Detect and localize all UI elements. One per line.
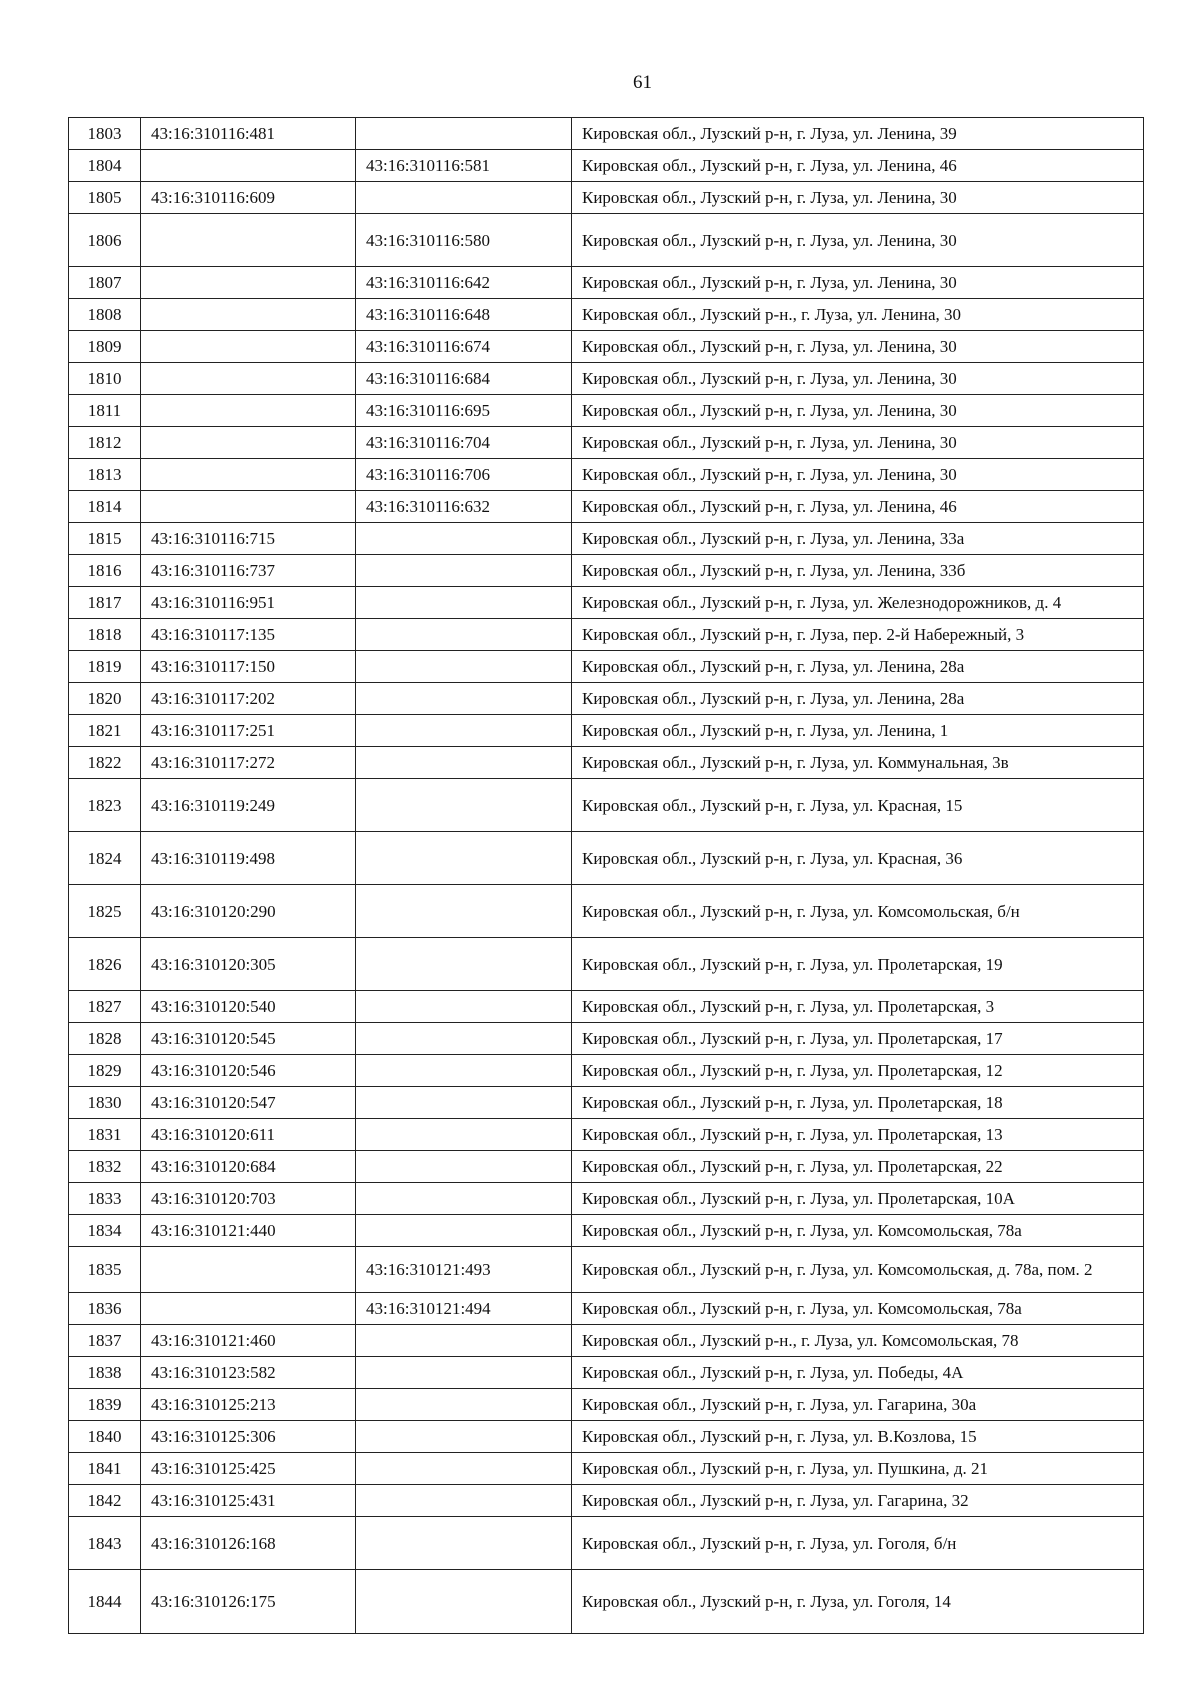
cell-num: 1814 bbox=[69, 491, 141, 523]
cell-cadastral-b bbox=[356, 779, 572, 832]
table-row bbox=[69, 267, 1144, 299]
cell-cadastral-a: 43:16:310120:703 bbox=[141, 1183, 356, 1215]
cell-num: 1835 bbox=[69, 1247, 141, 1293]
cell-cadastral-a: 43:16:310123:582 bbox=[141, 1357, 356, 1389]
table-row bbox=[69, 683, 1144, 715]
cell-cadastral-a: 43:16:310116:715 bbox=[141, 523, 356, 555]
cell-num: 1807 bbox=[69, 267, 141, 299]
cell-cadastral-b: 43:16:310116:684 bbox=[356, 363, 572, 395]
cell-address: Кировская обл., Лузский р-н, г. Луза, ул. В.Козлова, 15 bbox=[572, 1421, 1144, 1453]
table-row bbox=[69, 299, 1144, 331]
table-row bbox=[69, 1087, 1144, 1119]
cell-cadastral-b bbox=[356, 747, 572, 779]
cell-num: 1819 bbox=[69, 651, 141, 683]
cell-cadastral-b: 43:16:310121:493 bbox=[356, 1247, 572, 1293]
cell-num: 1826 bbox=[69, 938, 141, 991]
cell-num: 1838 bbox=[69, 1357, 141, 1389]
cell-cadastral-b bbox=[356, 1119, 572, 1151]
table-row bbox=[69, 150, 1144, 182]
cell-address: Кировская обл., Лузский р-н, г. Луза, ул. Пролетарская, 17 bbox=[572, 1023, 1144, 1055]
cell-cadastral-a bbox=[141, 363, 356, 395]
cell-cadastral-a: 43:16:310120:684 bbox=[141, 1151, 356, 1183]
table-row bbox=[69, 459, 1144, 491]
cell-cadastral-a: 43:16:310120:546 bbox=[141, 1055, 356, 1087]
cell-num: 1806 bbox=[69, 214, 141, 267]
cell-address: Кировская обл., Лузский р-н, г. Луза, ул. Пролетарская, 18 bbox=[572, 1087, 1144, 1119]
cell-num: 1805 bbox=[69, 182, 141, 214]
cell-num: 1824 bbox=[69, 832, 141, 885]
table-row bbox=[69, 331, 1144, 363]
cell-address: Кировская обл., Лузский р-н, г. Луза, ул. Ленина, 30 bbox=[572, 363, 1144, 395]
table-row bbox=[69, 715, 1144, 747]
cell-cadastral-b bbox=[356, 683, 572, 715]
cell-cadastral-a: 43:16:310120:305 bbox=[141, 938, 356, 991]
table-row bbox=[69, 1151, 1144, 1183]
cell-address: Кировская обл., Лузский р-н, г. Луза, ул. Ленина, 33а bbox=[572, 523, 1144, 555]
cell-num: 1830 bbox=[69, 1087, 141, 1119]
table-row bbox=[69, 1357, 1144, 1389]
cell-cadastral-b bbox=[356, 619, 572, 651]
cell-address: Кировская обл., Лузский р-н, г. Луза, ул. Ленина, 46 bbox=[572, 491, 1144, 523]
cell-num: 1833 bbox=[69, 1183, 141, 1215]
cell-num: 1827 bbox=[69, 991, 141, 1023]
cell-cadastral-a: 43:16:310120:290 bbox=[141, 885, 356, 938]
table-row bbox=[69, 938, 1144, 991]
cell-num: 1818 bbox=[69, 619, 141, 651]
cell-num: 1803 bbox=[69, 118, 141, 150]
cell-cadastral-b bbox=[356, 1183, 572, 1215]
table-row bbox=[69, 1517, 1144, 1570]
cell-cadastral-a: 43:16:310120:611 bbox=[141, 1119, 356, 1151]
cell-cadastral-b: 43:16:310116:674 bbox=[356, 331, 572, 363]
cell-address: Кировская обл., Лузский р-н, г. Луза, ул. Комсомольская, 78а bbox=[572, 1293, 1144, 1325]
cell-address: Кировская обл., Лузский р-н, г. Луза, ул. Пролетарская, 19 bbox=[572, 938, 1144, 991]
cell-address: Кировская обл., Лузский р-н., г. Луза, ул. Комсомольская, 78 bbox=[572, 1325, 1144, 1357]
table-row bbox=[69, 1325, 1144, 1357]
cell-num: 1837 bbox=[69, 1325, 141, 1357]
cell-address: Кировская обл., Лузский р-н, г. Луза, ул. Коммунальная, 3в bbox=[572, 747, 1144, 779]
cell-cadastral-b bbox=[356, 1453, 572, 1485]
cell-address: Кировская обл., Лузский р-н, г. Луза, ул. Ленина, 46 bbox=[572, 150, 1144, 182]
cell-cadastral-a bbox=[141, 1247, 356, 1293]
cell-cadastral-a bbox=[141, 491, 356, 523]
cell-cadastral-a: 43:16:310116:609 bbox=[141, 182, 356, 214]
cell-address: Кировская обл., Лузский р-н, г. Луза, ул. Комсомольская, б/н bbox=[572, 885, 1144, 938]
cell-num: 1842 bbox=[69, 1485, 141, 1517]
cell-cadastral-a: 43:16:310120:545 bbox=[141, 1023, 356, 1055]
cell-cadastral-b bbox=[356, 1421, 572, 1453]
cell-cadastral-b bbox=[356, 1055, 572, 1087]
cell-cadastral-a: 43:16:310125:306 bbox=[141, 1421, 356, 1453]
cell-cadastral-b bbox=[356, 1485, 572, 1517]
table-row bbox=[69, 1421, 1144, 1453]
cell-cadastral-b: 43:16:310121:494 bbox=[356, 1293, 572, 1325]
cell-num: 1829 bbox=[69, 1055, 141, 1087]
cell-cadastral-b bbox=[356, 1023, 572, 1055]
cell-cadastral-b bbox=[356, 1325, 572, 1357]
table-row bbox=[69, 523, 1144, 555]
table-row bbox=[69, 427, 1144, 459]
cell-cadastral-a bbox=[141, 267, 356, 299]
cell-address: Кировская обл., Лузский р-н, г. Луза, ул. Ленина, 30 bbox=[572, 395, 1144, 427]
table-row bbox=[69, 1183, 1144, 1215]
table-row bbox=[69, 1247, 1144, 1293]
table-row bbox=[69, 1485, 1144, 1517]
cell-cadastral-a bbox=[141, 395, 356, 427]
cell-cadastral-a: 43:16:310119:249 bbox=[141, 779, 356, 832]
registry-table bbox=[68, 117, 1144, 1634]
cell-num: 1823 bbox=[69, 779, 141, 832]
cell-num: 1816 bbox=[69, 555, 141, 587]
cell-num: 1811 bbox=[69, 395, 141, 427]
cell-cadastral-b bbox=[356, 1389, 572, 1421]
cell-num: 1813 bbox=[69, 459, 141, 491]
cell-address: Кировская обл., Лузский р-н, г. Луза, ул. Ленина, 33б bbox=[572, 555, 1144, 587]
table-row bbox=[69, 587, 1144, 619]
cell-cadastral-a: 43:16:310116:737 bbox=[141, 555, 356, 587]
cell-cadastral-b bbox=[356, 885, 572, 938]
cell-cadastral-b: 43:16:310116:580 bbox=[356, 214, 572, 267]
cell-num: 1834 bbox=[69, 1215, 141, 1247]
cell-address: Кировская обл., Лузский р-н, г. Луза, ул. Пролетарская, 13 bbox=[572, 1119, 1144, 1151]
cell-cadastral-b bbox=[356, 118, 572, 150]
cell-cadastral-b bbox=[356, 1151, 572, 1183]
cell-address: Кировская обл., Лузский р-н, г. Луза, ул. Ленина, 30 bbox=[572, 459, 1144, 491]
cell-cadastral-a: 43:16:310121:460 bbox=[141, 1325, 356, 1357]
cell-num: 1812 bbox=[69, 427, 141, 459]
cell-address: Кировская обл., Лузский р-н, г. Луза, ул. Гагарина, 30а bbox=[572, 1389, 1144, 1421]
table-row bbox=[69, 182, 1144, 214]
cell-cadastral-b bbox=[356, 1517, 572, 1570]
table-row bbox=[69, 491, 1144, 523]
cell-address: Кировская обл., Лузский р-н, г. Луза, ул. Пролетарская, 12 bbox=[572, 1055, 1144, 1087]
cell-cadastral-b bbox=[356, 523, 572, 555]
cell-address: Кировская обл., Лузский р-н, г. Луза, ул. Ленина, 28а bbox=[572, 651, 1144, 683]
cell-cadastral-a: 43:16:310116:951 bbox=[141, 587, 356, 619]
cell-cadastral-a bbox=[141, 427, 356, 459]
table-row bbox=[69, 1055, 1144, 1087]
cell-cadastral-a: 43:16:310120:540 bbox=[141, 991, 356, 1023]
cell-cadastral-a: 43:16:310117:202 bbox=[141, 683, 356, 715]
table-row bbox=[69, 1023, 1144, 1055]
cell-cadastral-b bbox=[356, 555, 572, 587]
cell-cadastral-b: 43:16:310116:648 bbox=[356, 299, 572, 331]
table-row bbox=[69, 1293, 1144, 1325]
cell-address: Кировская обл., Лузский р-н., г. Луза, ул. Ленина, 30 bbox=[572, 299, 1144, 331]
cell-address: Кировская обл., Лузский р-н, г. Луза, ул. Гагарина, 32 bbox=[572, 1485, 1144, 1517]
cell-num: 1832 bbox=[69, 1151, 141, 1183]
cell-address: Кировская обл., Лузский р-н, г. Луза, ул. Ленина, 30 bbox=[572, 214, 1144, 267]
cell-address: Кировская обл., Лузский р-н, г. Луза, ул. Ленина, 30 bbox=[572, 267, 1144, 299]
cell-num: 1817 bbox=[69, 587, 141, 619]
table-row bbox=[69, 1453, 1144, 1485]
table-row bbox=[69, 1119, 1144, 1151]
cell-cadastral-a: 43:16:310117:150 bbox=[141, 651, 356, 683]
cell-address: Кировская обл., Лузский р-н, г. Луза, ул. Пролетарская, 22 bbox=[572, 1151, 1144, 1183]
cell-address: Кировская обл., Лузский р-н, г. Луза, ул. Ленина, 30 bbox=[572, 427, 1144, 459]
table-row bbox=[69, 395, 1144, 427]
cell-cadastral-b: 43:16:310116:632 bbox=[356, 491, 572, 523]
cell-num: 1840 bbox=[69, 1421, 141, 1453]
table-row bbox=[69, 832, 1144, 885]
cell-cadastral-b: 43:16:310116:706 bbox=[356, 459, 572, 491]
cell-cadastral-b: 43:16:310116:642 bbox=[356, 267, 572, 299]
cell-num: 1821 bbox=[69, 715, 141, 747]
cell-cadastral-a: 43:16:310117:135 bbox=[141, 619, 356, 651]
cell-num: 1810 bbox=[69, 363, 141, 395]
cell-cadastral-a bbox=[141, 150, 356, 182]
table-row bbox=[69, 363, 1144, 395]
cell-cadastral-a: 43:16:310119:498 bbox=[141, 832, 356, 885]
cell-address: Кировская обл., Лузский р-н, г. Луза, ул. Ленина, 28а bbox=[572, 683, 1144, 715]
cell-address: Кировская обл., Лузский р-н, г. Луза, ул. Ленина, 1 bbox=[572, 715, 1144, 747]
cell-cadastral-a: 43:16:310126:175 bbox=[141, 1570, 356, 1634]
cell-num: 1825 bbox=[69, 885, 141, 938]
cell-cadastral-a: 43:16:310117:251 bbox=[141, 715, 356, 747]
cell-num: 1836 bbox=[69, 1293, 141, 1325]
table-row bbox=[69, 885, 1144, 938]
cell-cadastral-a: 43:16:310121:440 bbox=[141, 1215, 356, 1247]
cell-address: Кировская обл., Лузский р-н, г. Луза, ул. Комсомольская, 78а bbox=[572, 1215, 1144, 1247]
cell-address: Кировская обл., Лузский р-н, г. Луза, ул. Пролетарская, 3 bbox=[572, 991, 1144, 1023]
table-row bbox=[69, 779, 1144, 832]
cell-num: 1844 bbox=[69, 1570, 141, 1634]
table-row bbox=[69, 214, 1144, 267]
cell-num: 1831 bbox=[69, 1119, 141, 1151]
cell-cadastral-b bbox=[356, 651, 572, 683]
cell-cadastral-b bbox=[356, 715, 572, 747]
cell-cadastral-b bbox=[356, 938, 572, 991]
cell-address: Кировская обл., Лузский р-н, г. Луза, ул. Гоголя, 14 bbox=[572, 1570, 1144, 1634]
cell-num: 1839 bbox=[69, 1389, 141, 1421]
cell-cadastral-b bbox=[356, 832, 572, 885]
cell-address: Кировская обл., Лузский р-н, г. Луза, ул. Комсомольская, д. 78а, пом. 2 bbox=[572, 1247, 1144, 1293]
cell-address: Кировская обл., Лузский р-н, г. Луза, ул. Ленина, 39 bbox=[572, 118, 1144, 150]
cell-address: Кировская обл., Лузский р-н, г. Луза, ул. Железнодорожников, д. 4 bbox=[572, 587, 1144, 619]
cell-cadastral-b: 43:16:310116:704 bbox=[356, 427, 572, 459]
cell-cadastral-b: 43:16:310116:695 bbox=[356, 395, 572, 427]
cell-cadastral-a bbox=[141, 1293, 356, 1325]
cell-num: 1815 bbox=[69, 523, 141, 555]
cell-cadastral-b bbox=[356, 1357, 572, 1389]
cell-cadastral-b bbox=[356, 1087, 572, 1119]
cell-cadastral-b bbox=[356, 1215, 572, 1247]
cell-num: 1808 bbox=[69, 299, 141, 331]
cell-cadastral-b bbox=[356, 991, 572, 1023]
cell-cadastral-b bbox=[356, 1570, 572, 1634]
table-row bbox=[69, 118, 1144, 150]
cell-cadastral-a bbox=[141, 331, 356, 363]
cell-address: Кировская обл., Лузский р-н, г. Луза, ул. Красная, 36 bbox=[572, 832, 1144, 885]
cell-cadastral-a bbox=[141, 299, 356, 331]
cell-address: Кировская обл., Лузский р-н, г. Луза, ул. Пролетарская, 10А bbox=[572, 1183, 1144, 1215]
table-row bbox=[69, 991, 1144, 1023]
cell-cadastral-a: 43:16:310125:425 bbox=[141, 1453, 356, 1485]
cell-cadastral-a: 43:16:310120:547 bbox=[141, 1087, 356, 1119]
cell-cadastral-a bbox=[141, 459, 356, 491]
cell-cadastral-a: 43:16:310125:213 bbox=[141, 1389, 356, 1421]
table-body bbox=[69, 118, 1144, 1634]
cell-address: Кировская обл., Лузский р-н, г. Луза, ул. Ленина, 30 bbox=[572, 182, 1144, 214]
cell-address: Кировская обл., Лузский р-н, г. Луза, ул. Победы, 4А bbox=[572, 1357, 1144, 1389]
page-number: 61 bbox=[633, 72, 652, 93]
table-row bbox=[69, 555, 1144, 587]
table-row bbox=[69, 747, 1144, 779]
cell-num: 1809 bbox=[69, 331, 141, 363]
cell-cadastral-a: 43:16:310117:272 bbox=[141, 747, 356, 779]
cell-num: 1822 bbox=[69, 747, 141, 779]
cell-num: 1843 bbox=[69, 1517, 141, 1570]
table-row bbox=[69, 619, 1144, 651]
cell-cadastral-a: 43:16:310116:481 bbox=[141, 118, 356, 150]
cell-address: Кировская обл., Лузский р-н, г. Луза, ул. Пушкина, д. 21 bbox=[572, 1453, 1144, 1485]
table-row bbox=[69, 1389, 1144, 1421]
cell-address: Кировская обл., Лузский р-н, г. Луза, ул. Ленина, 30 bbox=[572, 331, 1144, 363]
table-row bbox=[69, 651, 1144, 683]
cell-cadastral-b bbox=[356, 182, 572, 214]
cell-num: 1820 bbox=[69, 683, 141, 715]
cell-num: 1841 bbox=[69, 1453, 141, 1485]
table-row bbox=[69, 1215, 1144, 1247]
cell-cadastral-b: 43:16:310116:581 bbox=[356, 150, 572, 182]
cell-cadastral-a: 43:16:310125:431 bbox=[141, 1485, 356, 1517]
cell-cadastral-a bbox=[141, 214, 356, 267]
cell-num: 1828 bbox=[69, 1023, 141, 1055]
cell-cadastral-b bbox=[356, 587, 572, 619]
table-row bbox=[69, 1570, 1144, 1634]
cell-address: Кировская обл., Лузский р-н, г. Луза, ул. Красная, 15 bbox=[572, 779, 1144, 832]
cell-num: 1804 bbox=[69, 150, 141, 182]
cell-address: Кировская обл., Лузский р-н, г. Луза, ул. Гоголя, б/н bbox=[572, 1517, 1144, 1570]
cell-cadastral-a: 43:16:310126:168 bbox=[141, 1517, 356, 1570]
cell-address: Кировская обл., Лузский р-н, г. Луза, пер. 2-й Набережный, 3 bbox=[572, 619, 1144, 651]
